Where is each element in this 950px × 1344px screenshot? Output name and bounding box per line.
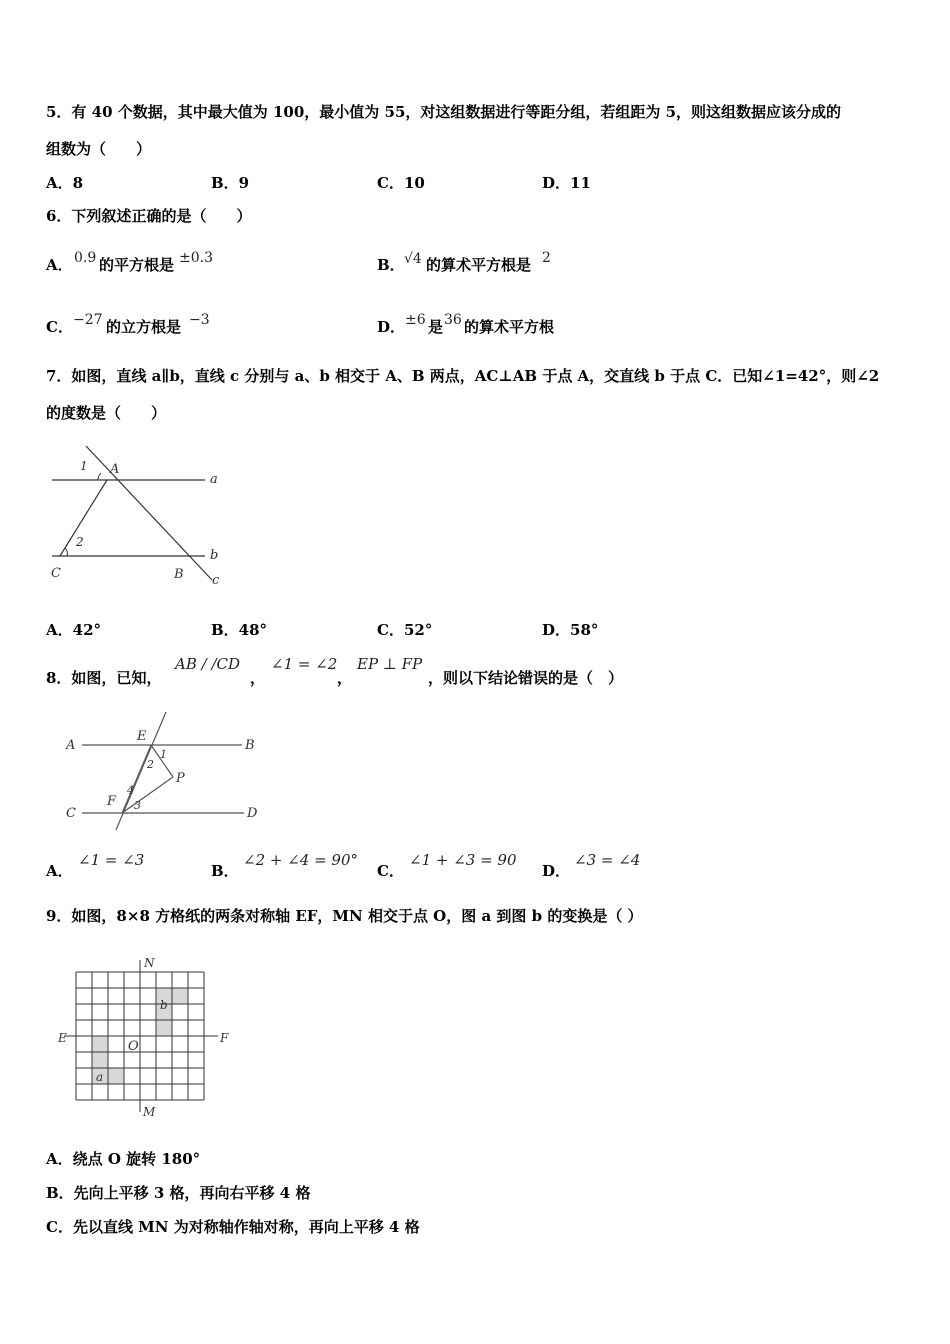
q5-option-a: A．8 xyxy=(46,174,84,192)
q6-option-a-label: A． xyxy=(46,256,73,274)
q7-label-1: 1 xyxy=(80,459,88,473)
q9-label-b: b xyxy=(160,998,168,1012)
q6-option-d-math1: ±6 xyxy=(405,312,426,328)
q5-option-c: C．10 xyxy=(377,174,425,192)
q7-angle-1-arc xyxy=(98,473,101,480)
q9-shape-a-cell xyxy=(108,1068,124,1084)
q8-option-d-label: D． xyxy=(542,862,571,880)
q7-option-d: D．58° xyxy=(542,621,599,639)
q7-option-a: A．42° xyxy=(46,621,102,639)
q9-grid-figure xyxy=(50,950,240,1125)
q8-label-1: 1 xyxy=(160,748,167,761)
q8-option-c-label: C． xyxy=(377,862,404,880)
q6-stem: 6．下列叙述正确的是（ ） xyxy=(46,207,252,225)
q8-comma-1: ， xyxy=(250,669,266,687)
q8-label-E: E xyxy=(137,729,147,744)
q9-label-O: O xyxy=(128,1039,139,1054)
q7-stem-line2: 的度数是（ ） xyxy=(46,404,167,422)
q7-figure xyxy=(40,440,230,590)
q9-label-a: a xyxy=(96,1070,104,1084)
q7-label-2: 2 xyxy=(76,535,84,549)
q8-label-B: B xyxy=(245,738,255,753)
q9-shape-a-cell xyxy=(92,1052,108,1068)
q6-option-d-label: D． xyxy=(377,318,406,336)
q9-shape-b-cell xyxy=(172,988,188,1004)
q9-label-M: M xyxy=(143,1105,156,1119)
q7-angle-2-arc xyxy=(65,548,67,556)
q9-option-c: C．先以直线 MN 为对称轴作轴对称，再向上平移 4 格 xyxy=(46,1218,420,1236)
q5-option-d: D．11 xyxy=(542,174,591,192)
q8-option-d-expr: ∠3 = ∠4 xyxy=(574,851,641,869)
q8-label-P: P xyxy=(176,771,185,786)
q8-math-ep-perp-fp: EP ⊥ FP xyxy=(357,655,423,673)
q8-label-3: 3 xyxy=(134,799,141,812)
q9-label-N: N xyxy=(144,956,155,970)
q8-label-4: 4 xyxy=(127,784,134,797)
q6-option-d-text2: 的算术平方根 xyxy=(464,318,555,336)
q6-option-c-math2: −3 xyxy=(189,312,210,328)
q7-label-a: a xyxy=(210,472,218,487)
q6-option-c-label: C． xyxy=(46,318,73,336)
q8-label-D: D xyxy=(247,806,258,821)
q7-label-C: C xyxy=(51,566,61,581)
q9-shape-a-cell xyxy=(92,1036,108,1052)
q8-label-C: C xyxy=(66,806,76,821)
q6-option-b-math2: 2 xyxy=(542,250,551,266)
q9-label-E: E xyxy=(58,1031,67,1045)
q8-comma-2: ， xyxy=(337,669,353,687)
q7-label-B: B xyxy=(174,567,184,582)
q8-label-A: A xyxy=(66,738,76,753)
q8-stem-part1: 8．如图，已知， xyxy=(46,669,162,687)
q8-option-a-expr: ∠1 = ∠3 xyxy=(78,851,145,869)
q8-option-c-expr: ∠1 + ∠3 = 90 xyxy=(409,851,517,869)
q6-option-b-math1: √4 xyxy=(404,251,422,267)
q8-option-a-label: A． xyxy=(46,862,73,880)
q9-label-F: F xyxy=(220,1031,229,1045)
q6-option-a-math1: 0.9 xyxy=(74,250,97,266)
q8-label-2: 2 xyxy=(147,758,154,771)
q6-option-d-text1: 是 xyxy=(428,318,444,336)
q5-stem-line2: 组数为（ ） xyxy=(46,140,152,158)
q8-option-b-label: B． xyxy=(211,862,239,880)
q6-option-b-label: B． xyxy=(377,256,405,274)
q6-option-a-text: 的平方根是 xyxy=(99,256,175,274)
q6-option-d-math2: 36 xyxy=(444,312,462,328)
q7-label-b: b xyxy=(210,548,219,563)
q7-line-c xyxy=(86,446,212,580)
q8-option-b-expr: ∠2 + ∠4 = 90° xyxy=(243,851,359,869)
q6-option-c-text: 的立方根是 xyxy=(106,318,182,336)
q7-option-c: C．52° xyxy=(377,621,433,639)
q9-option-a: A．绕点 O 旋转 180° xyxy=(46,1150,201,1168)
q7-label-c: c xyxy=(212,573,220,588)
q6-option-a-math2: ±0.3 xyxy=(179,250,213,266)
q8-math-angle1-eq-angle2: ∠1 = ∠2 xyxy=(271,655,338,673)
q7-option-b: B．48° xyxy=(211,621,268,639)
q9-stem: 9．如图，8×8 方格纸的两条对称轴 EF，MN 相交于点 O，图 a 到图 b 的变换是（ ） xyxy=(46,907,643,925)
q8-label-F: F xyxy=(107,794,117,809)
q5-option-b: B．9 xyxy=(211,174,250,192)
q5-stem-line1: 5．有 40 个数据，其中最大值为 100，最小值为 55，对这组数据进行等距分组，若组距为 5，则这组数据应该分成的 xyxy=(46,103,842,121)
q7-label-A: A xyxy=(110,462,120,477)
q8-stem-part2: ，则以下结论错误的是（ ） xyxy=(428,669,624,687)
q6-option-c-math1: −27 xyxy=(73,312,103,328)
q8-math-ab-parallel-cd: AB / /CD xyxy=(175,655,241,673)
q6-option-b-text: 的算术平方根是 xyxy=(426,256,532,274)
q8-figure xyxy=(60,710,270,835)
q9-option-b: B．先向上平移 3 格，再向右平移 4 格 xyxy=(46,1184,311,1202)
q9-shape-b-cell xyxy=(156,1020,172,1036)
q7-stem-line1: 7．如图，直线 a∥b，直线 c 分别与 a、b 相交于 A、B 两点，AC⊥AB 于点 A，交直线 b 于点 C．已知∠1=42°，则∠2 xyxy=(46,367,880,385)
